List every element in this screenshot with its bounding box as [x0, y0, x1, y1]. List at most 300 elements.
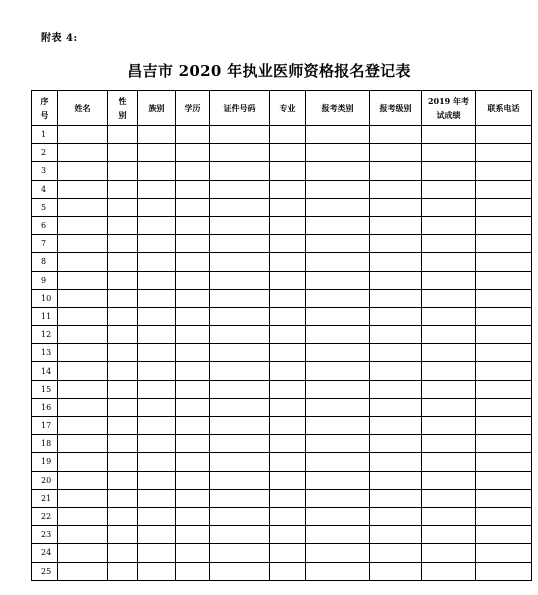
table-cell: [108, 162, 138, 180]
table-cell: [176, 235, 210, 253]
table-cell: [476, 216, 532, 234]
table-cell: [176, 507, 210, 525]
table-cell: [422, 144, 476, 162]
table-cell: [138, 289, 176, 307]
table-cell: [210, 471, 270, 489]
table-cell: [58, 235, 108, 253]
row-number: 10: [32, 289, 58, 307]
table-cell: [108, 326, 138, 344]
table-cell: [476, 380, 532, 398]
table-cell: [270, 471, 306, 489]
table-cell: [138, 144, 176, 162]
table-cell: [210, 289, 270, 307]
table-cell: [176, 526, 210, 544]
table-row: [32, 398, 532, 416]
table-cell: [58, 471, 108, 489]
header-id-number: 证件号码: [210, 91, 270, 126]
table-cell: [108, 380, 138, 398]
table-cell: [306, 344, 370, 362]
table-cell: [58, 489, 108, 507]
table-cell: [270, 235, 306, 253]
table-cell: [422, 507, 476, 525]
table-cell: [210, 344, 270, 362]
table-cell: [422, 380, 476, 398]
table-cell: [270, 344, 306, 362]
row-number: 5: [32, 198, 58, 216]
table-row: [32, 198, 532, 216]
table-cell: [476, 507, 532, 525]
attachment-label: 附表 4:: [41, 33, 78, 44]
table-cell: [58, 544, 108, 562]
table-cell: [422, 326, 476, 344]
row-number: 6: [32, 216, 58, 234]
header-2019-score: 2019 年考 试成绩: [422, 91, 476, 126]
table-cell: [370, 162, 422, 180]
table-cell: [176, 253, 210, 271]
table-cell: [108, 398, 138, 416]
table-cell: [210, 271, 270, 289]
table-cell: [138, 507, 176, 525]
table-cell: [108, 417, 138, 435]
row-number: 2: [32, 144, 58, 162]
table-cell: [108, 180, 138, 198]
table-cell: [176, 162, 210, 180]
header-ethnicity: 族别: [138, 91, 176, 126]
table-cell: [176, 453, 210, 471]
table-cell: [176, 144, 210, 162]
table-cell: [476, 544, 532, 562]
table-cell: [138, 471, 176, 489]
table-cell: [210, 417, 270, 435]
row-number: 20: [32, 471, 58, 489]
table-row: [32, 489, 532, 507]
table-cell: [422, 126, 476, 144]
table-row: [32, 271, 532, 289]
table-cell: [58, 253, 108, 271]
document-title: 昌吉市 2020 年执业医师资格报名登记表: [127, 62, 411, 80]
table-row: [32, 289, 532, 307]
table-cell: [306, 362, 370, 380]
table-row: [32, 417, 532, 435]
row-number: 23: [32, 526, 58, 544]
table-row: [32, 162, 532, 180]
table-cell: [422, 562, 476, 580]
table-cell: [58, 326, 108, 344]
table-cell: [270, 126, 306, 144]
table-row: [32, 180, 532, 198]
table-cell: [58, 507, 108, 525]
table-cell: [370, 289, 422, 307]
table-cell: [370, 471, 422, 489]
table-cell: [476, 271, 532, 289]
table-cell: [370, 216, 422, 234]
table-cell: [306, 162, 370, 180]
table-cell: [58, 289, 108, 307]
table-cell: [270, 180, 306, 198]
table-cell: [422, 253, 476, 271]
table-cell: [176, 326, 210, 344]
table-cell: [370, 235, 422, 253]
table-cell: [108, 126, 138, 144]
table-row: [32, 453, 532, 471]
table-cell: [138, 162, 176, 180]
table-cell: [108, 362, 138, 380]
row-number: 14: [32, 362, 58, 380]
table-cell: [108, 235, 138, 253]
table-cell: [270, 562, 306, 580]
table-cell: [422, 435, 476, 453]
row-number: 12: [32, 326, 58, 344]
table-cell: [58, 144, 108, 162]
table-cell: [270, 453, 306, 471]
table-cell: [108, 289, 138, 307]
table-cell: [370, 544, 422, 562]
table-cell: [422, 526, 476, 544]
table-cell: [270, 380, 306, 398]
table-cell: [370, 126, 422, 144]
table-cell: [422, 216, 476, 234]
table-cell: [476, 126, 532, 144]
table-cell: [210, 126, 270, 144]
table-cell: [370, 453, 422, 471]
table-cell: [58, 526, 108, 544]
table-cell: [422, 471, 476, 489]
table-cell: [138, 562, 176, 580]
row-number: 15: [32, 380, 58, 398]
row-number: 18: [32, 435, 58, 453]
table-row: [32, 562, 532, 580]
table-cell: [176, 198, 210, 216]
table-cell: [138, 344, 176, 362]
table-cell: [138, 253, 176, 271]
table-cell: [138, 216, 176, 234]
row-number: 3: [32, 162, 58, 180]
table-cell: [370, 380, 422, 398]
table-cell: [138, 235, 176, 253]
table-cell: [476, 398, 532, 416]
table-cell: [306, 216, 370, 234]
table-body: [32, 126, 532, 581]
table-cell: [58, 271, 108, 289]
table-cell: [176, 362, 210, 380]
table-cell: [370, 271, 422, 289]
table-cell: [306, 526, 370, 544]
table-row: [32, 344, 532, 362]
table-cell: [476, 344, 532, 362]
table-cell: [476, 453, 532, 471]
table-row: [32, 326, 532, 344]
table-cell: [210, 562, 270, 580]
table-cell: [138, 380, 176, 398]
table-cell: [210, 544, 270, 562]
table-cell: [476, 362, 532, 380]
table-cell: [176, 216, 210, 234]
table-cell: [370, 253, 422, 271]
table-cell: [306, 380, 370, 398]
table-cell: [270, 362, 306, 380]
table-cell: [270, 417, 306, 435]
table-cell: [210, 198, 270, 216]
table-cell: [210, 398, 270, 416]
table-cell: [422, 198, 476, 216]
table-cell: [210, 526, 270, 544]
table-cell: [108, 216, 138, 234]
table-cell: [422, 307, 476, 325]
table-cell: [422, 162, 476, 180]
row-number: 21: [32, 489, 58, 507]
table-cell: [108, 507, 138, 525]
table-cell: [476, 253, 532, 271]
table-cell: [370, 526, 422, 544]
header-gender: 性 别: [108, 91, 138, 126]
table-cell: [270, 216, 306, 234]
table-cell: [138, 453, 176, 471]
table-cell: [108, 453, 138, 471]
row-number: 1: [32, 126, 58, 144]
table-cell: [108, 435, 138, 453]
row-number: 16: [32, 398, 58, 416]
table-row: [32, 362, 532, 380]
table-cell: [58, 362, 108, 380]
table-cell: [306, 398, 370, 416]
table-cell: [138, 307, 176, 325]
table-cell: [108, 271, 138, 289]
row-number: 19: [32, 453, 58, 471]
table-cell: [306, 471, 370, 489]
table-cell: [370, 307, 422, 325]
row-number: 4: [32, 180, 58, 198]
table-cell: [370, 398, 422, 416]
table-cell: [270, 507, 306, 525]
table-cell: [210, 489, 270, 507]
table-cell: [108, 526, 138, 544]
table-cell: [58, 307, 108, 325]
table-header-row: [32, 91, 532, 126]
table-cell: [476, 289, 532, 307]
table-cell: [476, 471, 532, 489]
table-cell: [58, 180, 108, 198]
table-cell: [306, 544, 370, 562]
table-cell: [176, 307, 210, 325]
table-cell: [476, 435, 532, 453]
table-cell: [58, 162, 108, 180]
table-cell: [138, 198, 176, 216]
table-cell: [306, 144, 370, 162]
table-cell: [370, 417, 422, 435]
table-cell: [370, 489, 422, 507]
row-number: 13: [32, 344, 58, 362]
table-cell: [108, 253, 138, 271]
table-cell: [58, 344, 108, 362]
table-cell: [306, 453, 370, 471]
table-cell: [58, 453, 108, 471]
table-cell: [370, 562, 422, 580]
table-cell: [58, 216, 108, 234]
table-cell: [58, 198, 108, 216]
table-cell: [270, 162, 306, 180]
table-cell: [138, 271, 176, 289]
table-cell: [306, 289, 370, 307]
table-cell: [210, 144, 270, 162]
table-row: [32, 126, 532, 144]
table-cell: [210, 235, 270, 253]
table-cell: [370, 326, 422, 344]
header-name: 姓名: [58, 91, 108, 126]
table-cell: [210, 162, 270, 180]
table-cell: [210, 326, 270, 344]
header-exam-category: 报考类别: [306, 91, 370, 126]
table-cell: [476, 235, 532, 253]
table-cell: [176, 489, 210, 507]
table-cell: [58, 126, 108, 144]
table-cell: [108, 544, 138, 562]
table-cell: [270, 326, 306, 344]
table-cell: [58, 435, 108, 453]
table-row: [32, 544, 532, 562]
table-cell: [270, 435, 306, 453]
table-cell: [306, 562, 370, 580]
table-cell: [476, 489, 532, 507]
table-cell: [306, 307, 370, 325]
table-cell: [306, 507, 370, 525]
table-cell: [176, 435, 210, 453]
header-seq: 序 号: [32, 91, 58, 126]
header-major: 专业: [270, 91, 306, 126]
table-cell: [476, 180, 532, 198]
table-cell: [422, 453, 476, 471]
table-cell: [58, 380, 108, 398]
table-cell: [370, 362, 422, 380]
table-cell: [270, 489, 306, 507]
table-cell: [476, 562, 532, 580]
table-cell: [138, 526, 176, 544]
table-cell: [422, 235, 476, 253]
table-cell: [138, 326, 176, 344]
table-cell: [370, 344, 422, 362]
table-cell: [270, 307, 306, 325]
table-cell: [176, 344, 210, 362]
table-cell: [306, 489, 370, 507]
table-cell: [306, 235, 370, 253]
row-number: 24: [32, 544, 58, 562]
table-cell: [306, 435, 370, 453]
table-cell: [176, 562, 210, 580]
table-cell: [210, 507, 270, 525]
table-cell: [422, 180, 476, 198]
table-cell: [306, 180, 370, 198]
table-cell: [176, 417, 210, 435]
row-number: 7: [32, 235, 58, 253]
table-cell: [108, 562, 138, 580]
table-cell: [138, 544, 176, 562]
table-cell: [176, 398, 210, 416]
table-cell: [306, 417, 370, 435]
table-cell: [270, 253, 306, 271]
table-row: [32, 507, 532, 525]
table-cell: [138, 180, 176, 198]
table-cell: [422, 544, 476, 562]
table-cell: [270, 198, 306, 216]
row-number: 8: [32, 253, 58, 271]
table-cell: [422, 398, 476, 416]
table-cell: [176, 180, 210, 198]
table-cell: [476, 162, 532, 180]
table-cell: [176, 289, 210, 307]
header-education: 学历: [176, 91, 210, 126]
table-cell: [176, 544, 210, 562]
table-cell: [370, 435, 422, 453]
table-cell: [270, 544, 306, 562]
table-cell: [476, 198, 532, 216]
table-cell: [176, 380, 210, 398]
table-cell: [270, 398, 306, 416]
table-row: [32, 253, 532, 271]
registration-table: [31, 90, 532, 581]
row-number: 17: [32, 417, 58, 435]
row-number: 11: [32, 307, 58, 325]
table-cell: [476, 526, 532, 544]
table-row: [32, 144, 532, 162]
table-cell: [138, 417, 176, 435]
table-row: [32, 526, 532, 544]
table-cell: [58, 398, 108, 416]
table-cell: [138, 489, 176, 507]
table-cell: [210, 216, 270, 234]
table-cell: [270, 526, 306, 544]
row-number: 22: [32, 507, 58, 525]
table-cell: [306, 326, 370, 344]
table-cell: [138, 362, 176, 380]
header-exam-level: 报考级别: [370, 91, 422, 126]
table-cell: [370, 144, 422, 162]
table-cell: [108, 489, 138, 507]
table-cell: [210, 180, 270, 198]
table-cell: [306, 253, 370, 271]
table-cell: [108, 198, 138, 216]
table-cell: [370, 180, 422, 198]
table-cell: [422, 344, 476, 362]
table-cell: [422, 362, 476, 380]
table-cell: [270, 289, 306, 307]
table-cell: [476, 326, 532, 344]
table-cell: [138, 435, 176, 453]
table-cell: [210, 453, 270, 471]
table-cell: [108, 344, 138, 362]
table-cell: [476, 144, 532, 162]
table-row: [32, 435, 532, 453]
table-cell: [108, 471, 138, 489]
table-cell: [108, 307, 138, 325]
header-phone: 联系电话: [476, 91, 532, 126]
table-cell: [306, 271, 370, 289]
table-cell: [422, 289, 476, 307]
table-cell: [422, 271, 476, 289]
table-cell: [422, 489, 476, 507]
table-row: [32, 216, 532, 234]
table-cell: [270, 144, 306, 162]
table-cell: [210, 362, 270, 380]
row-number: 25: [32, 562, 58, 580]
table-cell: [210, 307, 270, 325]
table-cell: [108, 144, 138, 162]
row-number: 9: [32, 271, 58, 289]
table-cell: [176, 271, 210, 289]
table-cell: [176, 126, 210, 144]
table-cell: [306, 198, 370, 216]
table-cell: [210, 253, 270, 271]
table-cell: [306, 126, 370, 144]
table-cell: [422, 417, 476, 435]
